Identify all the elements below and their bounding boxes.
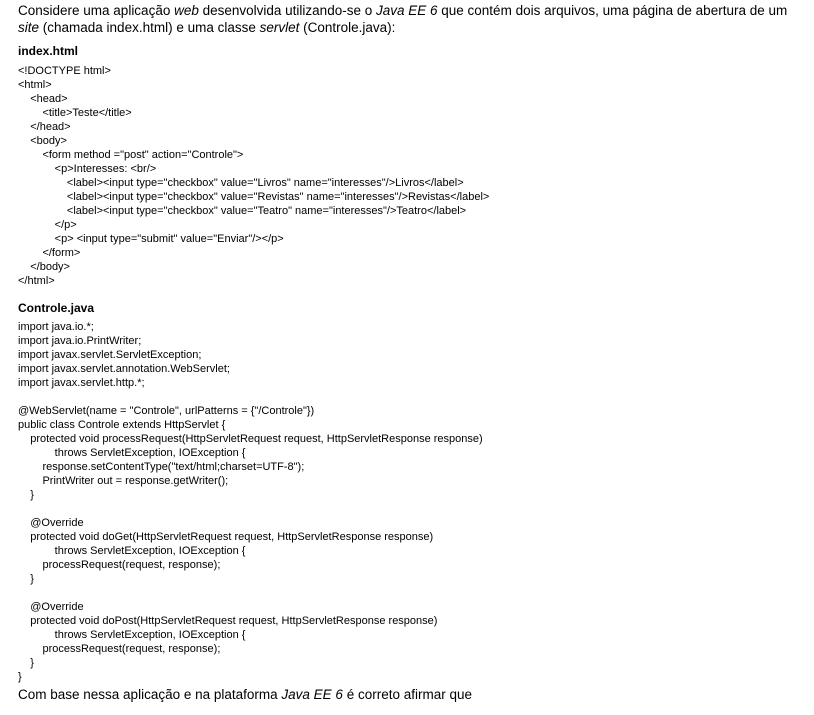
code-line: processRequest(request, response); bbox=[18, 643, 221, 655]
code-line: </head> bbox=[18, 121, 71, 133]
code-line: protected void processRequest(HttpServletRequest request, HttpServletResponse response) bbox=[18, 433, 483, 445]
code-line: public class Controle extends HttpServlet { bbox=[18, 419, 226, 431]
intro-text-1: Considere uma aplicação bbox=[18, 3, 175, 18]
question-outro bbox=[18, 686, 472, 703]
code-line bbox=[18, 502, 483, 516]
code-line: } bbox=[18, 671, 22, 683]
intro-text-servlet: servlet bbox=[259, 20, 300, 35]
outro-text-2: é correto afirmar que bbox=[342, 687, 473, 702]
code-line: } bbox=[18, 573, 34, 585]
code-line: import java.io.PrintWriter; bbox=[18, 335, 142, 347]
code-line: PrintWriter out = response.getWriter(); bbox=[18, 475, 229, 487]
code-line: <body> bbox=[18, 135, 67, 147]
code-line: <p> <input type="submit" value="Enviar"/></p> bbox=[18, 233, 284, 245]
code-line: } bbox=[18, 489, 34, 501]
code-line: <label><input type="checkbox" value="Teatro" name="interesses"/>Teatro</label> bbox=[18, 205, 467, 217]
outro-text-javaee: Java EE 6 bbox=[281, 687, 343, 702]
code-line: <form method ="post" action="Controle"> bbox=[18, 149, 244, 161]
code-line: </p> bbox=[18, 219, 77, 231]
code-line: protected void doGet(HttpServletRequest request, HttpServletResponse response) bbox=[18, 531, 434, 543]
code-line: import java.io.*; bbox=[18, 321, 94, 333]
code-line: import javax.servlet.annotation.WebServlet; bbox=[18, 363, 230, 375]
code-line: @Override bbox=[18, 601, 84, 613]
code-line: <label><input type="checkbox" value="Revistas" name="interesses"/>Revistas</label> bbox=[18, 191, 490, 203]
code-line: <html> bbox=[18, 79, 52, 91]
code-line: @Override bbox=[18, 517, 84, 529]
code-line bbox=[18, 390, 483, 404]
code-line: } bbox=[18, 657, 34, 669]
index-html-code-block bbox=[18, 64, 489, 288]
question-intro bbox=[18, 2, 808, 36]
code-line bbox=[18, 586, 483, 600]
code-line: </html> bbox=[18, 275, 55, 287]
code-line: <title>Teste</title> bbox=[18, 107, 132, 119]
intro-text-javaee: Java EE 6 bbox=[375, 3, 438, 18]
intro-text-3: que contém dois arquivos, uma página de abertura de um bbox=[437, 3, 788, 18]
intro-text-5: (Controle.java): bbox=[299, 20, 396, 35]
code-line: throws ServletException, IOException { bbox=[18, 545, 246, 557]
code-line: protected void doPost(HttpServletRequest request, HttpServletResponse response) bbox=[18, 615, 438, 627]
code-line: </form> bbox=[18, 247, 81, 259]
code-line: processRequest(request, response); bbox=[18, 559, 221, 571]
code-line: @WebServlet(name = "Controle", urlPatterns = {"/Controle"}) bbox=[18, 405, 315, 417]
controle-java-heading: Controle.java bbox=[18, 301, 95, 315]
code-line: response.setContentType("text/html;charset=UTF-8"); bbox=[18, 461, 305, 473]
index-html-heading: index.html bbox=[18, 44, 79, 58]
code-line: <!DOCTYPE html> bbox=[18, 65, 111, 77]
code-line: <label><input type="checkbox" value="Livros" name="interesses"/>Livros</label> bbox=[18, 177, 464, 189]
intro-text-4: (chamada index.html) e uma classe bbox=[39, 20, 260, 35]
code-line: import javax.servlet.http.*; bbox=[18, 377, 145, 389]
code-line: throws ServletException, IOException { bbox=[18, 447, 246, 459]
code-line: <head> bbox=[18, 93, 68, 105]
code-line: </body> bbox=[18, 261, 70, 273]
code-line: import javax.servlet.ServletException; bbox=[18, 349, 202, 361]
intro-text-2: desenvolvida utilizando-se o bbox=[198, 3, 376, 18]
intro-text-web: web bbox=[174, 3, 199, 18]
controle-java-code-block bbox=[18, 320, 483, 684]
code-line: <p>Interesses: <br/> bbox=[18, 163, 157, 175]
intro-text-site: site bbox=[18, 20, 40, 35]
outro-text-1: Com base nessa aplicação e na plataforma bbox=[18, 687, 282, 702]
code-line: throws ServletException, IOException { bbox=[18, 629, 246, 641]
